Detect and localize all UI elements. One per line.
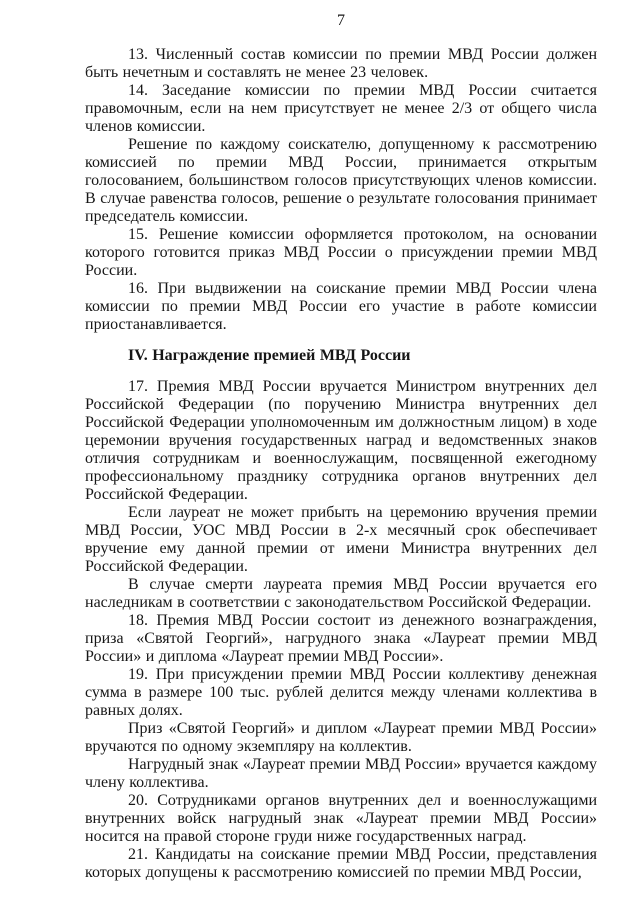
paragraph: 21. Кандидаты на соискание премии МВД России, представления которых допущены к рассмотрению комиссией по премии МВД России, xyxy=(85,846,597,881)
paragraph: Приз «Святой Георгий» и диплом «Лауреат премии МВД России» вручаются по одному экземпляру на коллектив. xyxy=(85,720,597,755)
paragraph: 18. Премия МВД России состоит из денежного вознаграждения, приза «Святой Георгий», нагрудного знака «Лауреат премии МВД России» и диплома «Лауреат премии МВД России». xyxy=(85,612,597,665)
paragraph: Нагрудный знак «Лауреат премии МВД России» вручается каждому члену коллектива. xyxy=(85,756,597,791)
document-body xyxy=(85,46,597,882)
paragraph: 19. При присуждении премии МВД России коллективу денежная сумма в размере 100 тыс. рублей делится между членами коллектива в равных долях. xyxy=(85,666,597,719)
paragraph: 15. Решение комиссии оформляется протоколом, на основании которого готовится приказ МВД России о присуждении премии МВД России. xyxy=(85,226,597,279)
section-heading: IV. Награждение премией МВД России xyxy=(128,347,411,364)
paragraph: 13. Численный состав комиссии по премии МВД России должен быть нечетным и составлять не менее 23 человек. xyxy=(85,46,597,81)
paragraph: 20. Сотрудниками органов внутренних дел и военнослужащими внутренних войск нагрудный знак «Лауреат премии МВД России» носится на правой стороне груди ниже государственных наград. xyxy=(85,792,597,845)
paragraph: 16. При выдвижении на соискание премии МВД России члена комиссии по премии МВД России его участие в работе комиссии приостанавливается. xyxy=(85,280,597,333)
paragraph: Решение по каждому соискателю, допущенному к рассмотрению комиссией по премии МВД России, принимается открытым голосованием, большинством голосов присутствующих членов комиссии. В случае равенства голосов, решение о результате голосования принимает председатель комиссии. xyxy=(85,136,597,225)
page-number: 7 xyxy=(337,12,345,29)
paragraph: 17. Премия МВД России вручается Министром внутренних дел Российской Федерации (по поручению Министра внутренних дел Российской Федерации уполномоченным им должностным лицом) в ходе церемонии вручения государственных наград и ведомственных знаков отличия сотрудникам и военнослужащим, посвященной ежегодному профессиональному празднику сотрудника органов внутренних дел Российской Федерации. xyxy=(85,378,597,503)
paragraph: В случае смерти лауреата премия МВД России вручается его наследникам в соответствии с законодательством Российской Федерации. xyxy=(85,576,597,611)
paragraph: 14. Заседание комиссии по премии МВД России считается правомочным, если на нем присутствует не менее 2/3 от общего числа членов комиссии. xyxy=(85,82,597,135)
paragraph: Если лауреат не может прибыть на церемонию вручения премии МВД России, УОС МВД России в 2-х месячный срок обеспечивает вручение ему данной премии от имени Министра внутренних дел Российской Федерации. xyxy=(85,504,597,575)
